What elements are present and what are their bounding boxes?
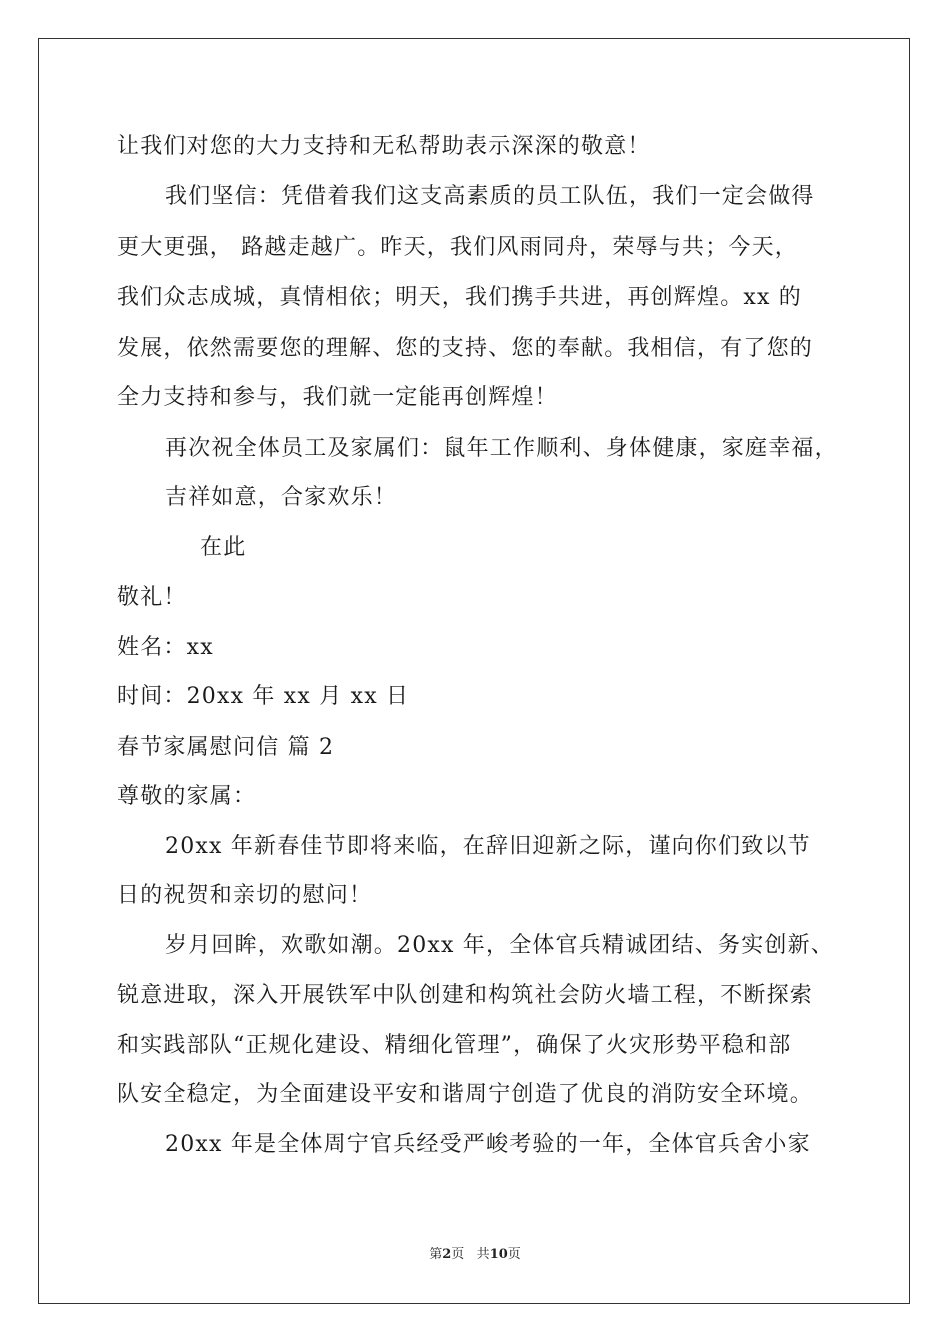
body-line: 我们坚信：凭借着我们这支高素质的员工队伍，我们一定会做得	[165, 184, 815, 209]
page-frame	[38, 38, 910, 1304]
body-line: 队安全稳定，为全面建设平安和谐周宁创造了优良的消防安全环境。	[117, 1082, 814, 1107]
page-suffix: 页	[451, 1247, 465, 1262]
body-line: 更大更强， 路越走越广。昨天，我们风雨同舟，荣辱与共；今天，	[117, 235, 798, 260]
body-line: 吉祥如意，合家欢乐！	[165, 485, 398, 510]
section-title: 春节家属慰问信 篇 2	[117, 735, 335, 760]
body-line: 再次祝全体员工及家属们：鼠年工作顺利、身体健康，家庭幸福，	[165, 436, 838, 461]
signature-date: 时间：20xx 年 xx 月 xx 日	[117, 684, 410, 709]
body-line: 发展，依然需要您的理解、您的支持、您的奉献。我相信，有了您的	[117, 336, 814, 361]
greeting-line: 尊敬的家属：	[117, 784, 257, 809]
body-line: 20xx 年新春佳节即将来临，在辞旧迎新之际，谨向你们致以节	[165, 834, 811, 859]
body-line: 日的祝贺和亲切的慰问！	[117, 883, 373, 908]
closing-line: 在此	[200, 535, 247, 560]
page-number: 2	[442, 1247, 452, 1262]
body-line: 全力支持和参与，我们就一定能再创辉煌！	[117, 385, 558, 410]
body-line: 岁月回眸，欢歌如潮。20xx 年，全体官兵精诚团结、务实创新、	[165, 933, 835, 958]
body-line: 我们众志成城，真情相依；明天，我们携手共进，再创辉煌。xx 的	[117, 285, 803, 310]
signature-name: 姓名：xx	[117, 635, 214, 660]
total-prefix: 共	[476, 1247, 490, 1262]
body-line: 让我们对您的大力支持和无私帮助表示深深的敬意！	[117, 134, 651, 159]
body-line: 锐意进取，深入开展铁军中队创建和构筑社会防火墙工程，不断探索	[117, 983, 814, 1008]
total-suffix: 页	[507, 1247, 521, 1262]
page-footer	[0, 1246, 950, 1264]
body-line: 和实践部队“正规化建设、精细化管理”，确保了火灾形势平稳和部	[117, 1033, 792, 1058]
page-prefix: 第	[429, 1247, 443, 1262]
total-pages: 10	[489, 1247, 508, 1262]
body-line: 20xx 年是全体周宁官兵经受严峻考验的一年，全体官兵舍小家	[165, 1132, 811, 1157]
salutation-line: 敬礼！	[117, 585, 187, 610]
